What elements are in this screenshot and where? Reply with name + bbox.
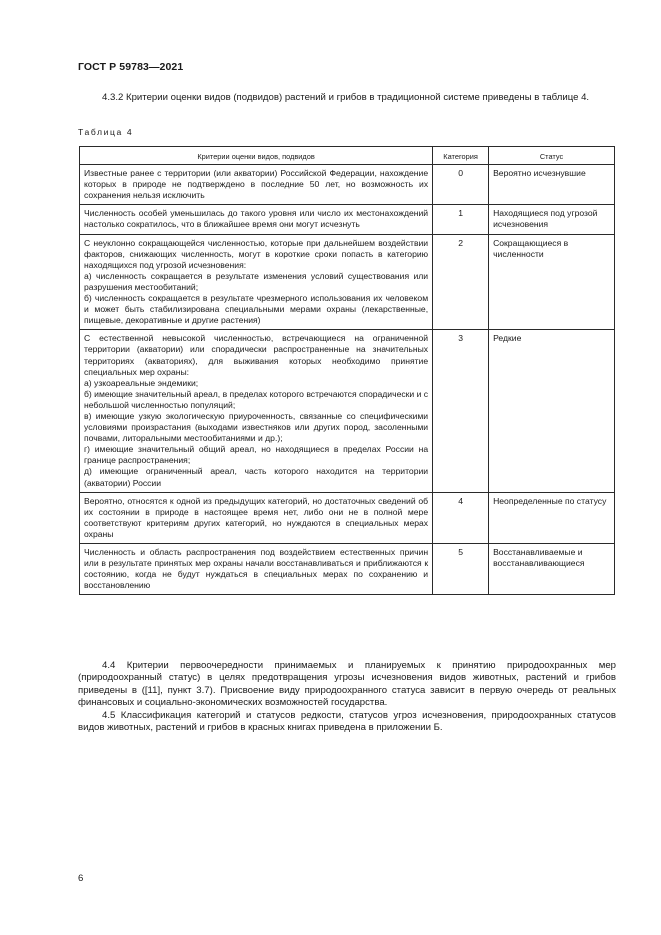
criteria-text: Вероятно, относятся к одной из предыдущих категорий, но достаточных сведений об их состоянии в природе в настоящее время нет, либо они не в полной мере соответствуют критериям других категорий, но нуждаются в специальных мерах охраны (84, 495, 429, 539)
criteria-cell (80, 330, 433, 492)
status-cell: Неопределенные по статусу (489, 492, 615, 543)
table-row (80, 330, 615, 492)
criteria-text: г) имеющие значительный общий ареал, но находящиеся в пределах России на границе распространения; (84, 444, 429, 466)
table-row (80, 205, 615, 234)
standard-code-header: ГОСТ Р 59783—2021 (78, 61, 184, 73)
table-row (80, 234, 615, 330)
criteria-text: б) численность сокращается в результате чрезмерного использования их человеком и может быть стабилизирована специальными мерами охраны (лекарственные, пищевые, декоративные и другие растения) (84, 293, 429, 326)
criteria-text: С неуклонно сокращающейся численностью, которые при дальнейшем воздействии факторов, снижающих численность, могут в короткие сроки попасть в категорию находящихся под угрозой исчезновения: (84, 237, 429, 270)
paragraph-4-4: 4.4 Критерии первоочередности принимаемых и планируемых к принятию природоохранных мер (природоохранный статус) в целях предотвращения угрозы исчезновения видов животных, растений и грибов приведены в ([11], пункт 3.7). Присвоение виду природоохранного статуса зависит в первую очередь от реальных финансовых и социально-экономических возможностей государства. (78, 660, 616, 709)
criteria-cell (80, 165, 433, 205)
criteria-text: б) имеющие значительный ареал, в пределах которого встречаются спорадически и с небольшой численностью популяций; (84, 388, 429, 410)
table-caption: Таблица 4 (78, 127, 134, 137)
page-number: 6 (78, 873, 84, 884)
criteria-text: а) численность сокращается в результате изменения условий существования или разрушения местообитаний; (84, 270, 429, 292)
status-cell: Вероятно исчезнувшие (489, 165, 615, 205)
criteria-cell (80, 544, 433, 595)
intro-paragraph (78, 92, 616, 104)
category-cell: 1 (433, 205, 489, 234)
table-row (80, 165, 615, 205)
status-cell: Восстанавливаемые и восстанавливающиеся (489, 544, 615, 595)
criteria-text: Известные ранее с территории (или акватории) Российской Федерации, нахождение которых в природе не подтверждено в последние 50 лет, но возможность их сохранения нельзя исключить (84, 168, 429, 201)
category-cell: 3 (433, 330, 489, 492)
criteria-cell (80, 234, 433, 330)
table-header-row (80, 147, 615, 165)
criteria-cell (80, 205, 433, 234)
paragraph-4-5: 4.5 Классификация категорий и статусов редкости, статусов угроз исчезновения, природоохранных статусов видов животных, растений и грибов в красных книгах приведена в приложении Б. (78, 709, 616, 734)
column-header-category: Категория (433, 147, 489, 165)
category-cell: 4 (433, 492, 489, 543)
category-cell: 2 (433, 234, 489, 330)
category-cell: 0 (433, 165, 489, 205)
criteria-text: Численность и область распространения под воздействием естественных причин или в результате принятых мер охраны начали восстанавливаться и приближаются к состоянию, когда не будут нуждаться в специальных мерах по сохранению и восстановлению (84, 547, 429, 591)
status-cell: Сокращающиеся в численности (489, 234, 615, 330)
table-row (80, 492, 615, 543)
column-header-status: Статус (489, 147, 615, 165)
criteria-text: Численность особей уменьшилась до такого уровня или число их местонахождений настолько сократилось, что в ближайшее время они могут исчезнуть (84, 208, 429, 230)
criteria-text: в) имеющие узкую экологическую приуроченность, связанные со специфическими условиями произрастания (выходами известняков или других пород, засоленными почвами, литоральными местообитаниями и др.); (84, 410, 429, 444)
column-header-criteria: Критерии оценки видов, подвидов (80, 147, 433, 165)
criteria-text: д) имеющие ограниченный ареал, часть которого находится на территории (акватории) России (84, 466, 429, 488)
criteria-table (79, 146, 615, 595)
category-cell: 5 (433, 544, 489, 595)
status-cell: Находящиеся под угрозой исчезновения (489, 205, 615, 234)
intro-paragraph-text: 4.3.2 Критерии оценки видов (подвидов) растений и грибов в традиционной системе приведены в таблице 4. (102, 92, 590, 103)
status-cell: Редкие (489, 330, 615, 492)
body-paragraphs (78, 660, 616, 734)
criteria-text: С естественной невысокой численностью, встречающиеся на ограниченной территории (акватории) или спорадически распространенные на значительных территориях (акваториях), для выживания которых необходимо принятие специальных мер охраны: (84, 333, 429, 377)
criteria-cell (80, 492, 433, 543)
criteria-text: а) узкоареальные эндемики; (84, 377, 199, 388)
table-row (80, 544, 615, 595)
